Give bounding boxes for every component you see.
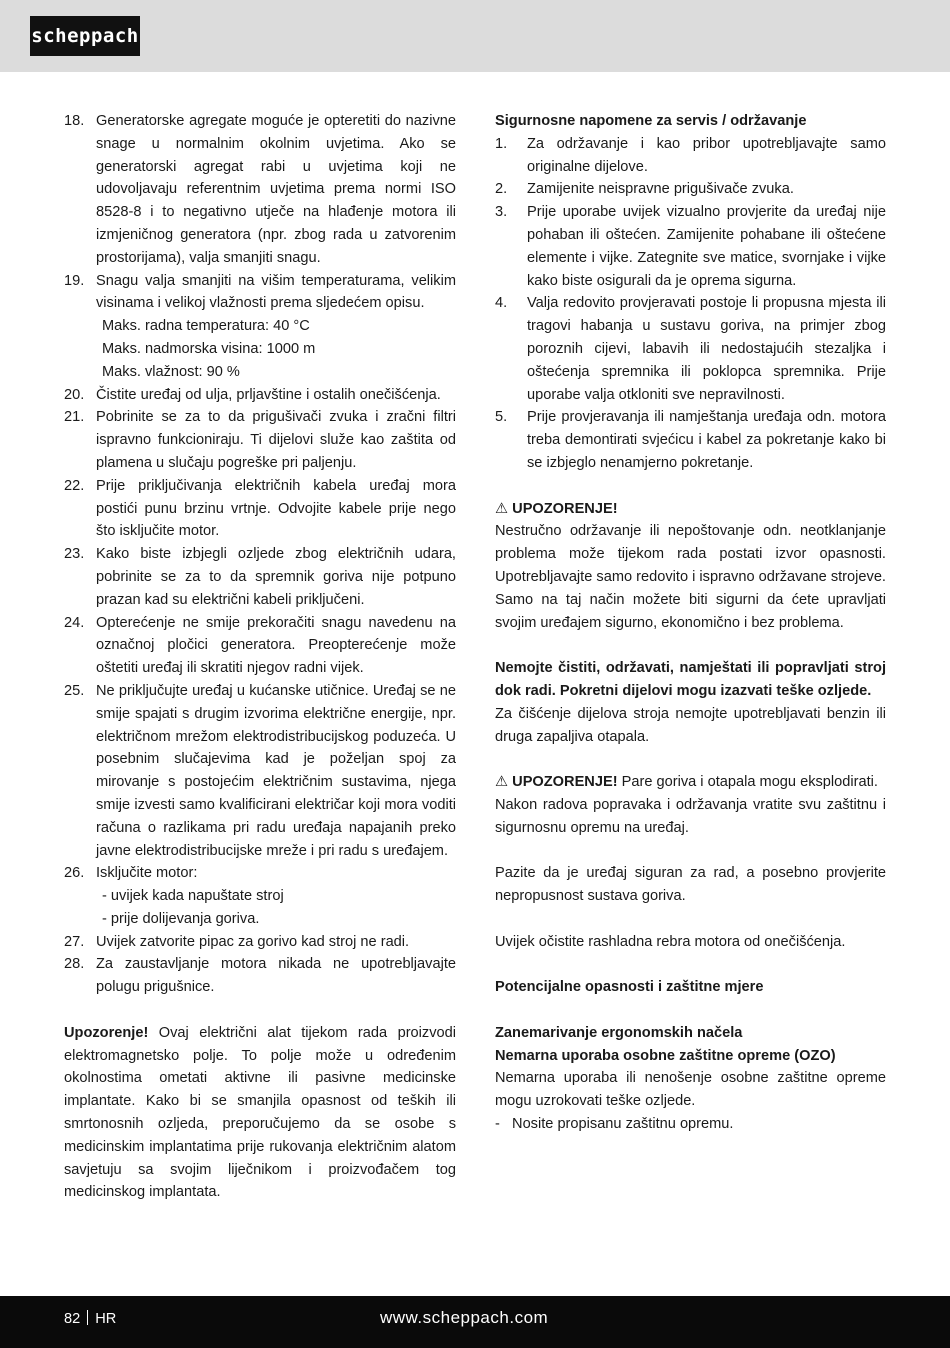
warning-text: Pare goriva i otapala mogu eksplodirati. — [617, 774, 878, 791]
item-text: Prije provjeravanja ili namještanja uređaja odn. motora treba demontirati svjećicu i kabel za pokretanje kako bi se izbjeglo nenamjerno pokretanje. — [527, 409, 886, 471]
separator — [87, 1310, 88, 1325]
warning-text: Ovaj električni alat tijekom rada proizvodi elektromagnetsko polje. To polje može u određenim okolnostima ometati aktivne ili pasivne medicinske implantate. Kako bi se smanjila opasnost od teških ili smrtonosnih ozljeda, preporučujemo da se osobe s medicinskim implantatima prije rukovanja električnim alatom savjetuju sa svojim liječnikom i proizvođačem tog medicinskog implantata. — [64, 1024, 456, 1201]
item-text: Kako biste izbjegli ozljede zbog električnih udara, pobrinite se za to da spremnik goriva nije potpuno prazan kad su električni kabeli priključeni. — [96, 546, 456, 608]
language-code: HR — [95, 1311, 117, 1327]
website-link[interactable]: www.scheppach.com — [380, 1308, 549, 1327]
page-number: 82 — [64, 1311, 81, 1327]
list-item — [495, 133, 886, 179]
sub-bullet: - uvijek kada napuštate stroj — [102, 888, 284, 905]
item-text: Pobrinite se za to da prigušivači zvuka i zračni filtri ispravno funkcioniraju. Ti dijelovi služe kao zaštita od plamena u slučaju pogreške pri paljenju. — [96, 409, 456, 471]
item-number: 5. — [495, 409, 508, 426]
item-text: Opterećenje ne smije prekoračiti snagu navedenu na označnoj pločici generatora. Preopterećenje može oštetiti uređaj ili skratiti njegov radni vijek. — [96, 614, 456, 677]
ppe-text: Nemarna uporaba ili nenošenje osobne zaštitne opreme mogu uzrokovati teške ozljede. — [495, 1070, 886, 1110]
list-item — [64, 406, 456, 474]
spec-line: Maks. radna temperatura: 40 °C — [102, 318, 310, 335]
list-item — [64, 953, 456, 999]
item-number: 25. — [64, 682, 85, 699]
warning-label: UPOZORENJE! — [508, 774, 618, 791]
list-item — [64, 270, 456, 316]
item-number: 4. — [495, 295, 508, 312]
warning-heading — [495, 498, 886, 521]
warning-label: UPOZORENJE! — [508, 500, 618, 517]
fuel-warning — [495, 771, 886, 794]
warning-triangle-icon: ⚠ — [495, 774, 509, 791]
item-text: Isključite motor: — [96, 865, 198, 882]
cleaning-text: Za čišćenje dijelova stroja nemojte upotrebljavati benzin ili druga zapaljiva otapala. — [495, 705, 886, 745]
item-text: Valja redovito provjeravati postoje li propusna mjesta ili tragovi habanja u sustavu goriva, na primjer zbog poroznih cijevi, labavih ili nedostajućih stezaljka i oštećenja spremnika ili poklopca spremnika. Prije uporabe valja otkloniti sve nepravilnosti. — [527, 295, 886, 403]
item-number: 27. — [64, 933, 85, 950]
section-title: Potencijalne opasnosti i zaštitne mjere — [495, 979, 764, 996]
warning-label: Upozorenje! — [64, 1024, 149, 1041]
page-indicator — [64, 1310, 116, 1327]
subsection-title: Nemarna uporaba osobne zaštitne opreme (OZO) — [495, 1047, 836, 1064]
spec-line: Maks. vlažnost: 90 % — [102, 363, 240, 380]
item-number: 22. — [64, 477, 85, 494]
left-column — [64, 110, 456, 1204]
item-text: Prije priključivanja električnih kabela uređaj mora postići punu brzinu vrtnje. Odvojite kabele prije nego što isključite motor. — [96, 477, 456, 540]
item-number: 3. — [495, 204, 508, 221]
item-number: 1. — [495, 135, 508, 152]
list-item — [64, 543, 456, 611]
page-footer — [0, 1296, 950, 1348]
list-item — [64, 680, 456, 862]
item-number: 20. — [64, 386, 85, 403]
section-title: Sigurnosne napomene za servis / održavanje — [495, 113, 807, 129]
list-item — [495, 178, 886, 201]
sub-bullet: - prije dolijevanja goriva. — [102, 910, 260, 927]
emf-warning — [64, 1022, 456, 1204]
item-number: 19. — [64, 272, 85, 289]
list-item — [495, 406, 886, 474]
item-text: Generatorske agregate moguće je opteretiti do nazivne snage u normalnim okolnim uvjetima. Ako se generatorski agregat rabi u uvjetima koji ne udovoljavaju referentnim uvjetima prema normi ISO 8528-8 i to negativno utječe na hlađenje motora ili izmjeničnog generatora (npr. zbog rada u zatvorenim prostorijama), valja smanjiti snagu. — [96, 113, 456, 266]
list-item — [495, 201, 886, 292]
warning-triangle-icon: ⚠ — [495, 500, 509, 517]
item-number: 24. — [64, 614, 85, 631]
item-text: Za održavanje i kao pribor upotrebljavajte samo originalne dijelove. — [527, 135, 886, 175]
after-repair-text: Nakon radova popravaka i održavanja vratite svu zaštitnu i sigurnosnu opremu na uređaj. — [495, 796, 886, 836]
item-text: Uvijek zatvorite pipac za gorivo kad stroj ne radi. — [96, 933, 410, 950]
list-item — [64, 931, 456, 954]
item-number: 28. — [64, 956, 85, 973]
item-text: Prije uporabe uvijek vizualno provjerite da uređaj nije pohaban ili oštećen. Zamijenite pohabane ili oštećene elemente i vijke. Zategnite sve matice, svornjake i vijke kako biste osigurali da je oprema sigurna. — [527, 204, 886, 289]
spec-line: Maks. nadmorska visina: 1000 m — [102, 340, 316, 357]
page-header — [0, 0, 950, 72]
right-column — [495, 110, 886, 1136]
cooling-text: Uvijek očistite rashladna rebra motora od onečišćenja. — [495, 933, 846, 950]
item-number: 21. — [64, 409, 85, 426]
subsection-title: Zanemarivanje ergonomskih načela — [495, 1024, 743, 1041]
item-text: Čistite uređaj od ulja, prljavštine i ostalih onečišćenja. — [96, 386, 441, 403]
item-number: 18. — [64, 113, 85, 129]
item-text: Ne priključujte uređaj u kućanske utičnice. Uređaj se ne smije spajati s drugim izvorima električne energije, npr. električnom mrežom elektrodistribucijskog poduzeća. U posebnim slučajevima kad je poželjan spoj za mirovanje s postojećim električnim sustavima, njega smije izvesti samo kvalificirani električar koji mora voditi računa o razlikama pri radu uređaja napajanih preko javne elektrodistribucijske mreže i pri radu s uređajem. — [96, 682, 456, 859]
list-item — [495, 292, 886, 406]
item-number: 23. — [64, 546, 85, 563]
list-item — [64, 110, 456, 270]
ppe-item: - Nosite propisanu zaštitnu opremu. — [495, 1116, 734, 1133]
bold-notice: Nemojte čistiti, održavati, namještati ili popravljati stroj dok radi. Pokretni dijelovi mogu izazvati teške ozljede. — [495, 660, 886, 699]
brand-logo: scheppach — [30, 16, 140, 56]
item-text: Snagu valja smanjiti na višim temperaturama, velikim visinama i velikoj vlažnosti prema sljedećem opisu. — [96, 272, 456, 312]
list-item — [64, 612, 456, 680]
warning-text: Nestručno održavanje ili nepoštovanje odn. neotklanjanje problema može tijekom rada postati izvor opasnosti. Upotrebljavajte samo redovito i ispravno održavane strojeve. Samo na taj način možete biti sigurni da ćete upravljati svojim uređajem sigurno, ekonomično i bez problema. — [495, 523, 886, 631]
list-item — [64, 862, 456, 885]
list-item — [64, 475, 456, 543]
item-number: 26. — [64, 865, 85, 882]
check-text: Pazite da je uređaj siguran za rad, a posebno provjerite nepropusnost sustava goriva. — [495, 865, 886, 905]
list-item — [64, 384, 456, 407]
item-text: Za zaustavljanje motora nikada ne upotrebljavajte polugu prigušnice. — [96, 956, 456, 996]
item-number: 2. — [495, 181, 508, 198]
item-text: Zamijenite neispravne prigušivače zvuka. — [527, 181, 794, 198]
